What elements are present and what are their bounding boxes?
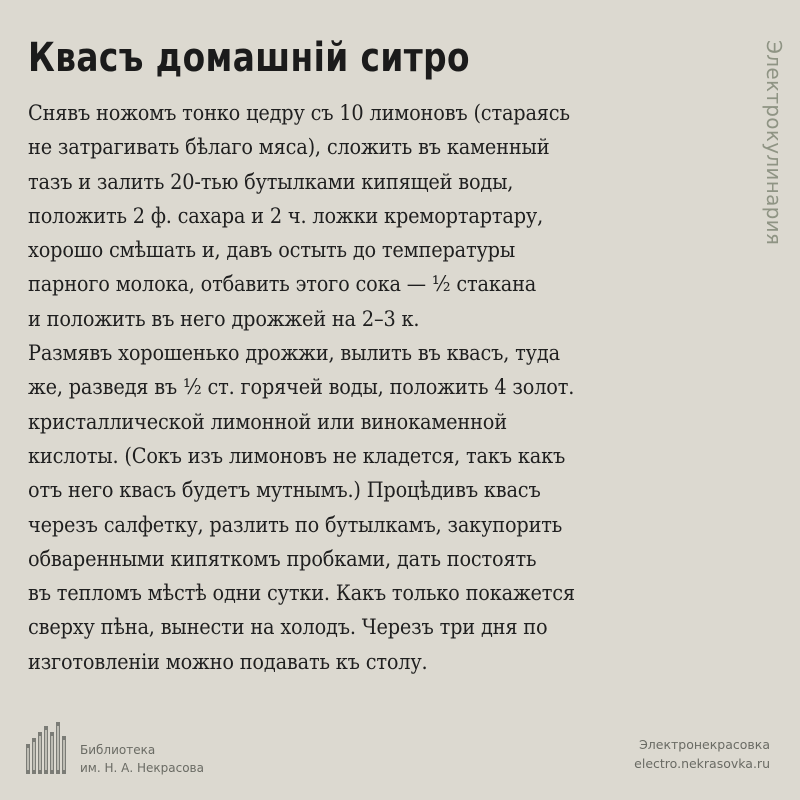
- site-info: [634, 735, 770, 773]
- recipe-line: кислоты. (Сокъ изъ лимоновъ не кладется, такъ какъ: [28, 443, 566, 468]
- recipe-line: въ тепломъ мѣстѣ одни сутки. Какъ только покажется: [28, 581, 575, 606]
- series-label: Электрокулинария: [762, 40, 786, 246]
- recipe-line: же, разведя въ ½ ст. горячей воды, положить 4 золот.: [28, 375, 575, 400]
- library-name-line: Библиотека: [80, 743, 156, 757]
- library-name-line: им. Н. А. Некрасова: [80, 761, 204, 775]
- recipe-line: черезъ салфетку, разлить по бутылкамъ, закупорить: [28, 512, 563, 537]
- recipe-line: обваренными кипяткомъ пробками, дать постоять: [28, 546, 537, 571]
- recipe-text: [28, 96, 748, 679]
- recipe-line: и положить въ него дрожжей на 2–3 к.: [28, 306, 420, 331]
- recipe-line: положить 2 ф. сахара и 2 ч. ложки кремортартару,: [28, 203, 544, 228]
- recipe-line: отъ него квасъ будетъ мутнымъ.) Процѣдивъ квасъ: [28, 478, 541, 503]
- recipe-line: кристаллической лимонной или винокаменной: [28, 409, 507, 434]
- recipe-line: парного молока, отбавить этого сока — ½ стакана: [28, 272, 537, 297]
- site-name: Электронекрасовка: [639, 737, 770, 752]
- recipe-line: тазъ и залить 20-тью бутылками кипящей воды,: [28, 169, 514, 194]
- recipe-line: Снявъ ножомъ тонко цедру съ 10 лимоновъ (стараясь: [28, 101, 570, 125]
- site-url[interactable]: electro.nekrasovka.ru: [634, 756, 770, 771]
- recipe-line: изготовленіи можно подавать къ столу.: [28, 649, 428, 674]
- recipe-line: хорошо смѣшать и, давъ остыть до температуры: [28, 238, 516, 263]
- recipe-line: сверху пѣна, вынести на холодъ. Черезъ три дня по: [28, 615, 548, 640]
- recipe-line: Размявъ хорошенько дрожжи, вылить въ квасъ, туда: [28, 341, 560, 366]
- library-name: [80, 741, 204, 777]
- recipe-title: Квасъ домашній ситро: [28, 35, 470, 81]
- bookshelf-logo-icon: [26, 718, 70, 774]
- recipe-line: не затрагивать бѣлаго мяса), сложить въ каменный: [28, 135, 550, 160]
